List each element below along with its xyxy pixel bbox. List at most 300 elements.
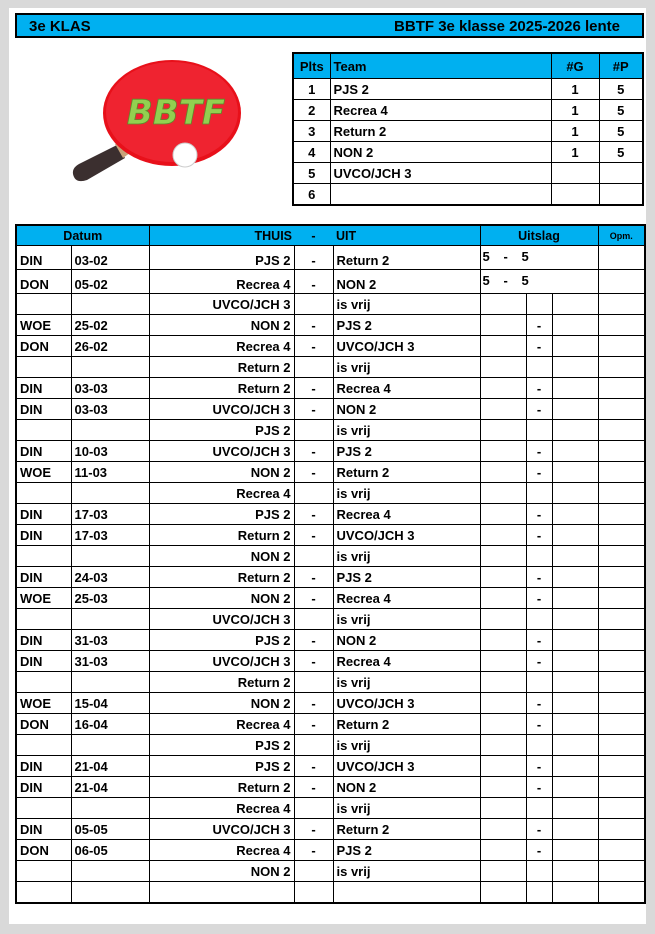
match-row [16, 777, 645, 798]
score-away [552, 525, 598, 546]
schedule-header-row [16, 225, 645, 246]
match-day: DIN [16, 399, 71, 420]
rank-team: UVCO/JCH 3 [330, 163, 551, 184]
score-away [552, 546, 598, 567]
match-remark [598, 546, 645, 567]
header-datum: Datum [16, 225, 149, 246]
score-separator: - [526, 378, 552, 399]
match-day [16, 420, 71, 441]
match-away-team: UVCO/JCH 3 [333, 336, 480, 357]
ranking-row [293, 79, 643, 100]
match-day: DON [16, 714, 71, 735]
match-separator [294, 357, 333, 378]
score-separator: - [526, 399, 552, 420]
match-date: 05-05 [71, 819, 149, 840]
match-day [16, 882, 71, 904]
match-separator [294, 861, 333, 882]
match-row [16, 420, 645, 441]
header-team: Team [330, 53, 551, 79]
score-away [552, 735, 598, 756]
match-day: WOE [16, 315, 71, 336]
match-away-team: PJS 2 [333, 315, 480, 336]
match-separator: - [294, 819, 333, 840]
match-day: WOE [16, 588, 71, 609]
ranking-row [293, 184, 643, 206]
match-row [16, 756, 645, 777]
match-away-team: is vrij [333, 483, 480, 504]
match-date: 10-03 [71, 441, 149, 462]
match-away-team: Recrea 4 [333, 378, 480, 399]
score-away [552, 861, 598, 882]
match-home-team: Recrea 4 [149, 336, 294, 357]
rank-games: 1 [551, 100, 599, 121]
match-row [16, 588, 645, 609]
rank-position: 1 [293, 79, 330, 100]
match-date [71, 609, 149, 630]
score-separator: - [526, 714, 552, 735]
match-day: DIN [16, 441, 71, 462]
match-day [16, 294, 71, 315]
match-away-team: Return 2 [333, 462, 480, 483]
match-day: DIN [16, 246, 71, 270]
match-row [16, 798, 645, 819]
header-games: #G [551, 53, 599, 79]
match-date [71, 861, 149, 882]
score-separator [526, 861, 552, 882]
score-separator: - [526, 651, 552, 672]
match-home-team: PJS 2 [149, 246, 294, 270]
score-away [552, 294, 598, 315]
match-away-team [333, 882, 480, 904]
match-row [16, 504, 645, 525]
match-remark [598, 756, 645, 777]
match-separator: - [294, 714, 333, 735]
score-home [480, 420, 526, 441]
match-date: 24-03 [71, 567, 149, 588]
match-date [71, 357, 149, 378]
match-home-team [149, 882, 294, 904]
match-row [16, 714, 645, 735]
match-away-team: is vrij [333, 357, 480, 378]
match-row [16, 861, 645, 882]
score-home [480, 588, 526, 609]
match-home-team: Return 2 [149, 525, 294, 546]
rank-games [551, 163, 599, 184]
match-away-team: is vrij [333, 294, 480, 315]
rank-team: PJS 2 [330, 79, 551, 100]
match-date: 21-04 [71, 756, 149, 777]
score-home [480, 672, 526, 693]
score-away [552, 441, 598, 462]
score-home [480, 777, 526, 798]
rank-team: Return 2 [330, 121, 551, 142]
bbtf-paddle-logo [39, 52, 259, 192]
match-date [71, 798, 149, 819]
score-away: 5 [521, 249, 529, 264]
rank-position: 4 [293, 142, 330, 163]
match-separator: - [294, 630, 333, 651]
match-away-team: PJS 2 [333, 840, 480, 861]
match-separator: - [294, 756, 333, 777]
score-away [552, 399, 598, 420]
match-day: DIN [16, 819, 71, 840]
match-date: 17-03 [71, 504, 149, 525]
match-date: 21-04 [71, 777, 149, 798]
score-home [480, 336, 526, 357]
match-remark [598, 588, 645, 609]
score-away [552, 693, 598, 714]
match-home-team: NON 2 [149, 546, 294, 567]
match-home-team: UVCO/JCH 3 [149, 441, 294, 462]
score-away: 5 [521, 273, 529, 288]
score-away [552, 819, 598, 840]
match-day: WOE [16, 693, 71, 714]
rank-games: 1 [551, 79, 599, 100]
match-separator: - [294, 246, 333, 270]
rank-games: 1 [551, 121, 599, 142]
match-row [16, 462, 645, 483]
match-separator: - [294, 567, 333, 588]
rank-position: 2 [293, 100, 330, 121]
match-separator: - [294, 588, 333, 609]
score-home [480, 546, 526, 567]
match-row [16, 819, 645, 840]
score-home [480, 651, 526, 672]
match-home-team: Return 2 [149, 672, 294, 693]
match-separator [294, 483, 333, 504]
match-row [16, 882, 645, 904]
match-separator [294, 546, 333, 567]
match-date: 05-02 [71, 270, 149, 294]
rank-games: 1 [551, 142, 599, 163]
score-away [552, 336, 598, 357]
match-date: 26-02 [71, 336, 149, 357]
match-away-team: is vrij [333, 420, 480, 441]
match-separator: - [294, 693, 333, 714]
match-remark [598, 693, 645, 714]
match-away-team: UVCO/JCH 3 [333, 525, 480, 546]
match-row [16, 294, 645, 315]
match-separator: - [294, 399, 333, 420]
score-home [480, 756, 526, 777]
match-remark [598, 504, 645, 525]
score-away [552, 609, 598, 630]
rank-points [599, 163, 643, 184]
score-home [480, 483, 526, 504]
spreadsheet-page [9, 8, 646, 924]
ranking-table [292, 52, 644, 206]
score-separator [526, 609, 552, 630]
match-date [71, 882, 149, 904]
match-row [16, 693, 645, 714]
competition-title: BBTF 3e klasse 2025-2026 lente [394, 18, 620, 35]
rank-points: 5 [599, 79, 643, 100]
match-remark [598, 270, 645, 294]
match-date [71, 420, 149, 441]
match-home-team: Return 2 [149, 777, 294, 798]
match-day [16, 609, 71, 630]
match-home-team: UVCO/JCH 3 [149, 609, 294, 630]
match-home-team: PJS 2 [149, 630, 294, 651]
match-day [16, 672, 71, 693]
match-remark [598, 441, 645, 462]
match-remark [598, 819, 645, 840]
match-home-team: Return 2 [149, 567, 294, 588]
match-separator: - [294, 336, 333, 357]
match-home-team: Recrea 4 [149, 840, 294, 861]
score-separator: - [526, 504, 552, 525]
score-home [480, 735, 526, 756]
match-date [71, 546, 149, 567]
rank-points: 5 [599, 142, 643, 163]
match-row [16, 525, 645, 546]
match-separator [294, 735, 333, 756]
score-separator: - [526, 756, 552, 777]
score-separator: - [526, 840, 552, 861]
match-separator [294, 672, 333, 693]
match-home-team: NON 2 [149, 588, 294, 609]
match-row [16, 672, 645, 693]
header-uitslag: Uitslag [480, 225, 598, 246]
match-score [480, 270, 598, 294]
score-away [552, 420, 598, 441]
match-separator [294, 798, 333, 819]
match-remark [598, 672, 645, 693]
match-row [16, 315, 645, 336]
match-home-team: PJS 2 [149, 504, 294, 525]
match-separator [294, 294, 333, 315]
score-separator [526, 882, 552, 904]
match-remark [598, 315, 645, 336]
score-separator: - [526, 441, 552, 462]
match-remark [598, 861, 645, 882]
match-day [16, 798, 71, 819]
match-remark [598, 294, 645, 315]
match-home-team: Recrea 4 [149, 270, 294, 294]
match-home-team: NON 2 [149, 861, 294, 882]
match-row [16, 546, 645, 567]
rank-team: Recrea 4 [330, 100, 551, 121]
score-away [552, 315, 598, 336]
score-away [552, 777, 598, 798]
match-row [16, 246, 645, 270]
score-away [552, 588, 598, 609]
match-remark [598, 651, 645, 672]
score-home [480, 567, 526, 588]
header-plts: Plts [293, 53, 330, 79]
match-row [16, 441, 645, 462]
match-date: 17-03 [71, 525, 149, 546]
match-row [16, 399, 645, 420]
score-home [480, 357, 526, 378]
match-home-team: UVCO/JCH 3 [149, 819, 294, 840]
match-away-team: is vrij [333, 735, 480, 756]
match-day: DIN [16, 777, 71, 798]
match-row [16, 651, 645, 672]
match-row [16, 609, 645, 630]
rank-points [599, 184, 643, 206]
score-home: 5 [482, 249, 490, 264]
match-away-team: Return 2 [333, 714, 480, 735]
match-row [16, 357, 645, 378]
match-remark [598, 777, 645, 798]
score-home [480, 441, 526, 462]
match-row [16, 336, 645, 357]
match-remark [598, 840, 645, 861]
rank-points: 5 [599, 121, 643, 142]
class-label: 3e KLAS [29, 18, 91, 35]
score-away [552, 756, 598, 777]
score-away [552, 840, 598, 861]
match-remark [598, 798, 645, 819]
score-separator [526, 735, 552, 756]
score-separator [526, 357, 552, 378]
score-separator [526, 546, 552, 567]
match-separator [294, 609, 333, 630]
match-remark [598, 420, 645, 441]
header-thuis: THUIS [149, 225, 294, 246]
score-separator: - [526, 693, 552, 714]
score-separator [526, 420, 552, 441]
match-away-team: PJS 2 [333, 567, 480, 588]
match-home-team: UVCO/JCH 3 [149, 651, 294, 672]
ranking-row [293, 163, 643, 184]
score-away [552, 630, 598, 651]
match-separator: - [294, 441, 333, 462]
score-away [552, 798, 598, 819]
rank-position: 5 [293, 163, 330, 184]
match-separator: - [294, 270, 333, 294]
match-date: 25-02 [71, 315, 149, 336]
match-remark [598, 399, 645, 420]
match-day: DIN [16, 756, 71, 777]
match-day: DON [16, 336, 71, 357]
score-home: 5 [482, 273, 490, 288]
rank-position: 3 [293, 121, 330, 142]
match-separator [294, 882, 333, 904]
score-away [552, 714, 598, 735]
score-home [480, 861, 526, 882]
match-date [71, 483, 149, 504]
score-separator: - [526, 525, 552, 546]
match-away-team: is vrij [333, 798, 480, 819]
match-row [16, 270, 645, 294]
score-away [552, 651, 598, 672]
match-away-team: NON 2 [333, 777, 480, 798]
match-date: 16-04 [71, 714, 149, 735]
match-home-team: Return 2 [149, 378, 294, 399]
score-home [480, 840, 526, 861]
match-date: 06-05 [71, 840, 149, 861]
ping-pong-ball-icon [173, 143, 197, 167]
match-date: 31-03 [71, 630, 149, 651]
score-separator: - [526, 777, 552, 798]
match-date: 03-02 [71, 246, 149, 270]
score-away [552, 483, 598, 504]
score-separator: - [526, 336, 552, 357]
match-date: 11-03 [71, 462, 149, 483]
match-home-team: Return 2 [149, 357, 294, 378]
match-home-team: Recrea 4 [149, 483, 294, 504]
header-uit: UIT [333, 225, 480, 246]
match-date: 03-03 [71, 378, 149, 399]
header-opm: Opm. [598, 225, 645, 246]
rank-position: 6 [293, 184, 330, 206]
match-day: DIN [16, 567, 71, 588]
match-home-team: NON 2 [149, 315, 294, 336]
match-home-team: NON 2 [149, 693, 294, 714]
match-date: 25-03 [71, 588, 149, 609]
match-away-team: Return 2 [333, 819, 480, 840]
score-home [480, 798, 526, 819]
match-date [71, 294, 149, 315]
score-away [552, 378, 598, 399]
match-remark [598, 609, 645, 630]
title-bar [15, 13, 644, 38]
score-away [552, 672, 598, 693]
score-home [480, 378, 526, 399]
match-date: 15-04 [71, 693, 149, 714]
match-away-team: Recrea 4 [333, 651, 480, 672]
match-remark [598, 378, 645, 399]
match-home-team: Recrea 4 [149, 798, 294, 819]
schedule-table [15, 224, 646, 904]
match-separator: - [294, 651, 333, 672]
match-day: DIN [16, 378, 71, 399]
match-separator: - [294, 777, 333, 798]
rank-team [330, 184, 551, 206]
header-dash: - [294, 225, 333, 246]
match-away-team: NON 2 [333, 630, 480, 651]
score-separator: - [526, 588, 552, 609]
match-away-team: NON 2 [333, 399, 480, 420]
match-date: 03-03 [71, 399, 149, 420]
match-away-team: Recrea 4 [333, 504, 480, 525]
match-remark [598, 336, 645, 357]
match-row [16, 378, 645, 399]
match-remark [598, 630, 645, 651]
match-remark [598, 567, 645, 588]
score-home [480, 714, 526, 735]
header-points: #P [599, 53, 643, 79]
match-away-team: is vrij [333, 609, 480, 630]
match-day: WOE [16, 462, 71, 483]
match-day [16, 861, 71, 882]
match-home-team: NON 2 [149, 462, 294, 483]
match-away-team: PJS 2 [333, 441, 480, 462]
match-day: DON [16, 840, 71, 861]
match-day [16, 483, 71, 504]
score-home [480, 315, 526, 336]
match-day [16, 357, 71, 378]
score-separator: - [503, 273, 508, 288]
match-home-team: UVCO/JCH 3 [149, 294, 294, 315]
score-home [480, 693, 526, 714]
match-row [16, 840, 645, 861]
score-home [480, 294, 526, 315]
match-home-team: UVCO/JCH 3 [149, 399, 294, 420]
score-away [552, 504, 598, 525]
score-home [480, 399, 526, 420]
ranking-row [293, 142, 643, 163]
match-separator: - [294, 525, 333, 546]
score-home [480, 630, 526, 651]
match-away-team: Recrea 4 [333, 588, 480, 609]
match-date: 31-03 [71, 651, 149, 672]
match-separator: - [294, 840, 333, 861]
match-date [71, 672, 149, 693]
score-away [552, 462, 598, 483]
